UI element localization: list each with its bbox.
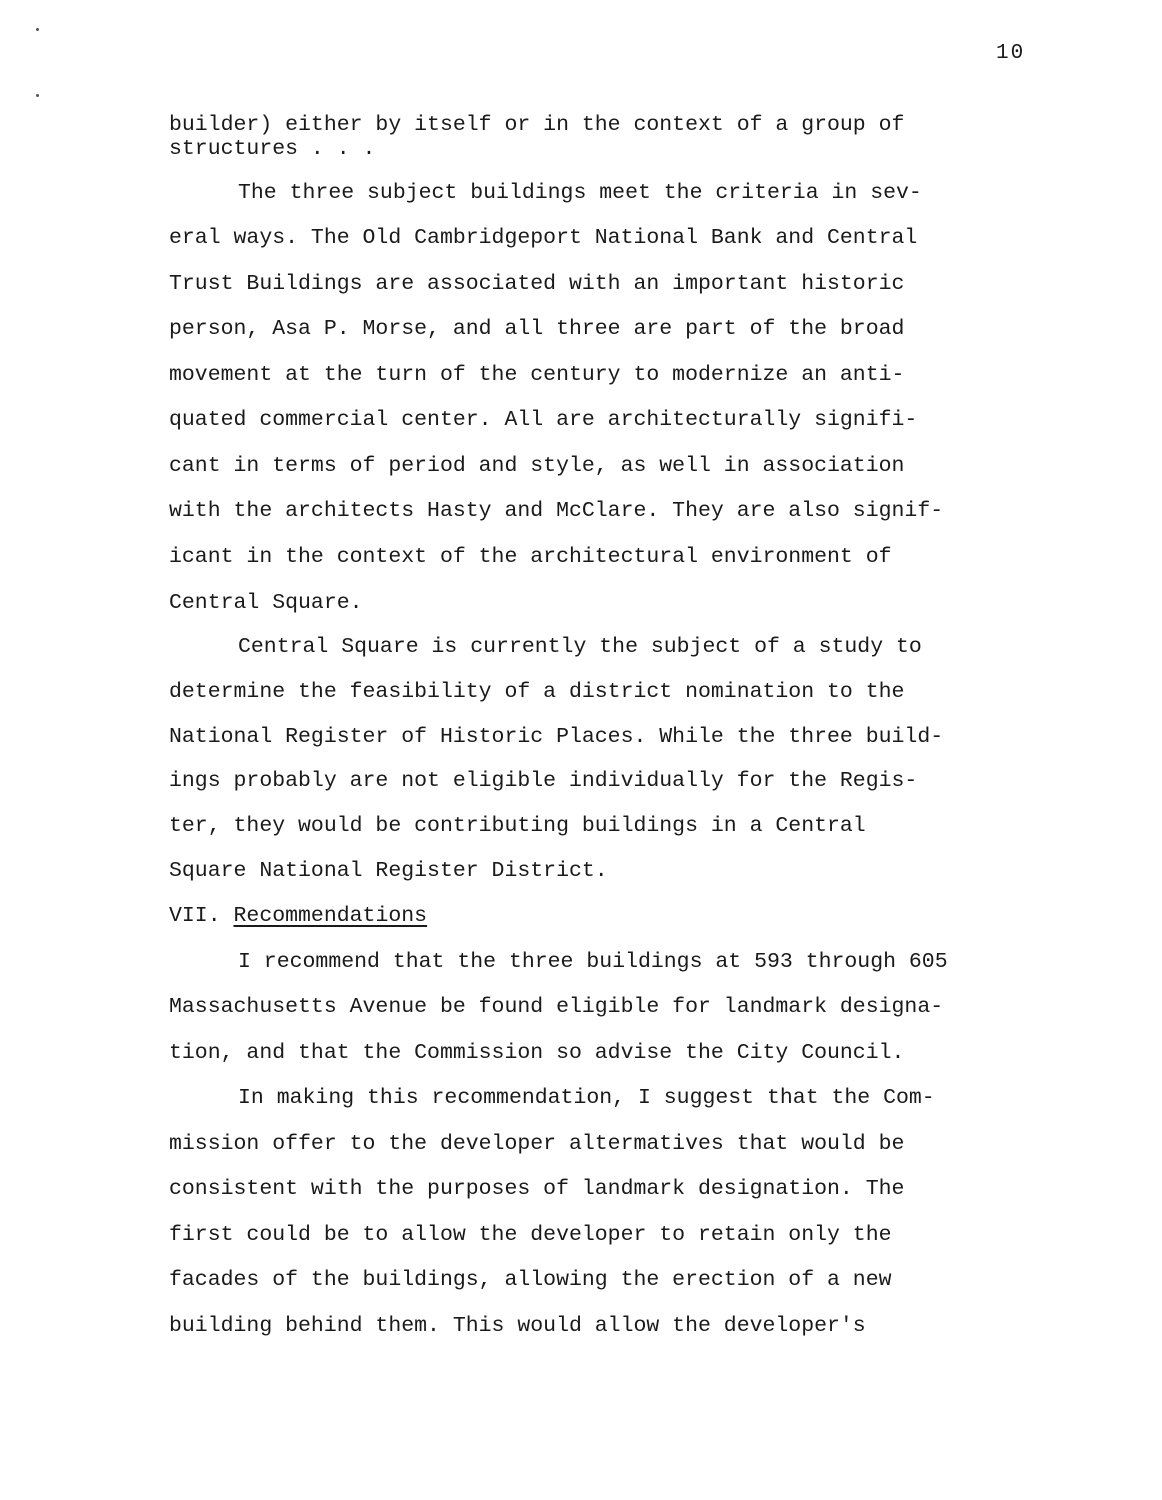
paragraph-line: ter, they would be contributing buildings in a Central [169,814,866,838]
paragraph-line: facades of the buildings, allowing the erection of a new [169,1268,892,1292]
paragraph-line: determine the feasibility of a district nomination to the [169,680,905,704]
paragraph-line: quated commercial center. All are architecturally signifi- [169,408,918,432]
paragraph-line: consistent with the purposes of landmark designation. The [169,1177,905,1201]
paragraph-line: National Register of Historic Places. While the three build- [169,725,944,749]
paragraph-line: eral ways. The Old Cambridgeport National Bank and Central [169,226,918,250]
section-number: VII. [169,904,221,928]
paragraph-line: tion, and that the Commission so advise the City Council. [169,1041,905,1065]
paragraph-line: ings probably are not eligible individually for the Regis- [169,769,918,793]
paragraph-line: In making this recommendation, I suggest that the Com- [238,1086,935,1110]
paragraph-line: building behind them. This would allow the developer's [169,1314,866,1338]
paragraph-line: Central Square. [169,591,363,615]
paragraph-line: icant in the context of the architectural environment of [169,545,892,569]
paragraph-line: movement at the turn of the century to modernize an anti- [169,363,905,387]
paragraph-line: Massachusetts Avenue be found eligible for landmark designa- [169,995,944,1019]
continuation-line: structures . . . [169,137,376,161]
paragraph-line: person, Asa P. Morse, and all three are part of the broad [169,317,905,341]
scan-speck [36,94,39,97]
paragraph-line: I recommend that the three buildings at 593 through 605 [238,950,948,974]
scan-speck [36,28,39,31]
section-title: Recommendations [233,904,428,928]
section-heading [169,903,427,929]
page-number: 10 [996,42,1026,65]
paragraph-line: Square National Register District. [169,859,608,883]
paragraph-line: mission offer to the developer altermatives that would be [169,1132,905,1156]
paragraph-line: Trust Buildings are associated with an important historic [169,272,905,296]
paragraph-line: first could be to allow the developer to retain only the [169,1223,892,1247]
continuation-line: builder) either by itself or in the context of a group of [169,113,905,137]
paragraph-line: The three subject buildings meet the criteria in sev- [238,181,922,205]
paragraph-line: Central Square is currently the subject of a study to [238,635,922,659]
paragraph-line: cant in terms of period and style, as well in association [169,454,905,478]
paragraph-line: with the architects Hasty and McClare. They are also signif- [169,499,944,523]
